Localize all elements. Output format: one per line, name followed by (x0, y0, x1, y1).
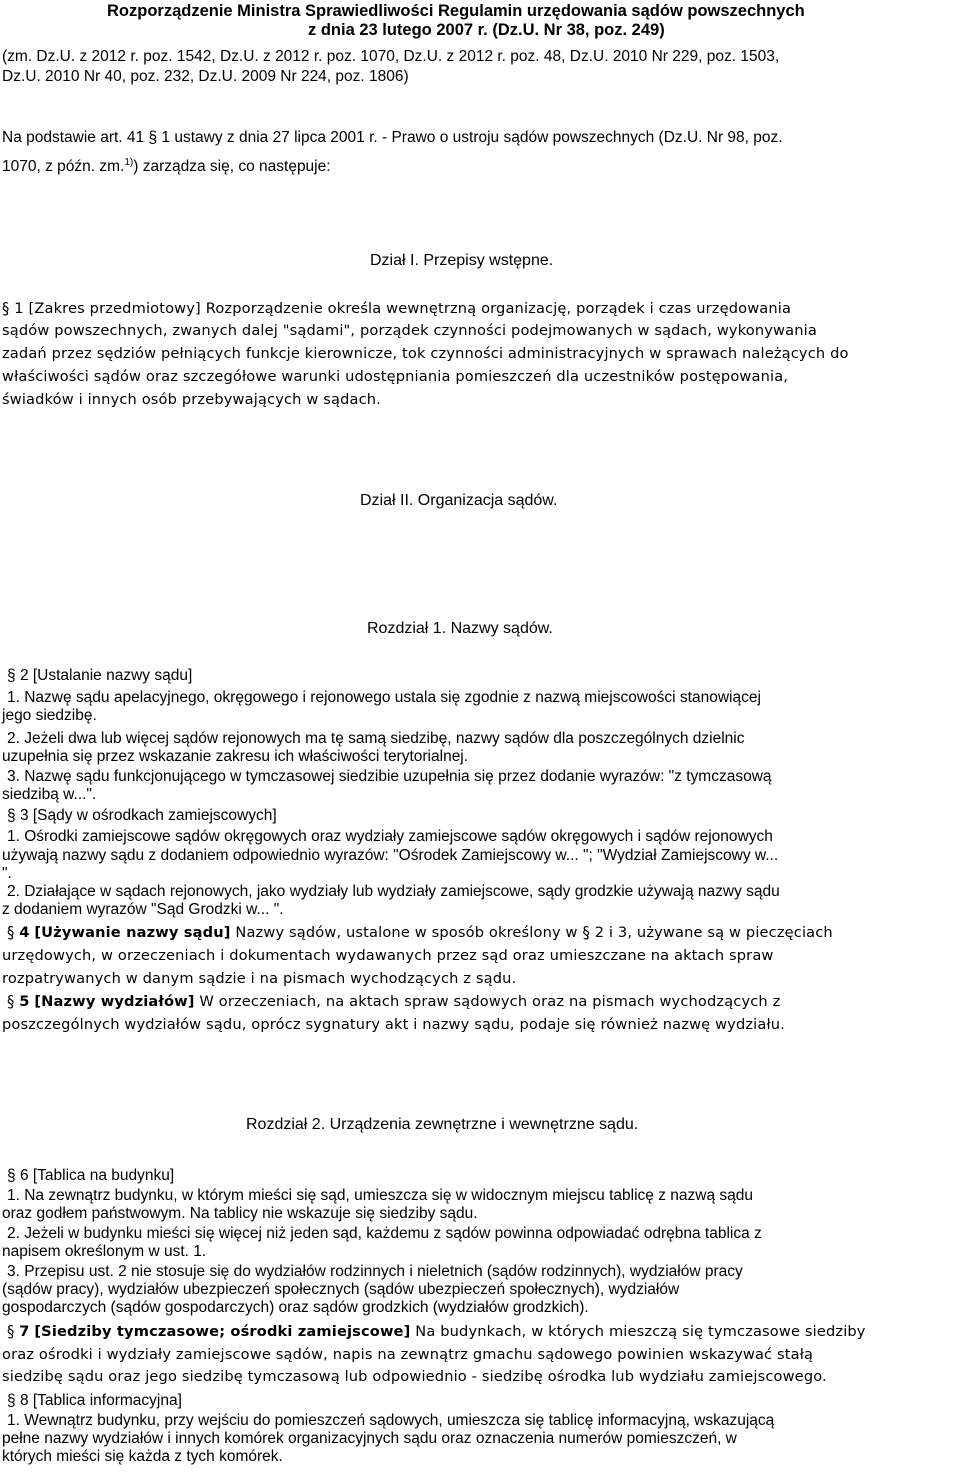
division-1-heading: Dział I. Przepisy wstępne. (370, 252, 554, 269)
section-sign-icon: § (7, 923, 15, 942)
paragraph-title: 3 [Sądy w ośrodkach zamiejscowych] (19, 807, 277, 824)
paragraph-number: 5 (19, 993, 30, 1010)
paragraph-1-line-5: świadków i innych osób przebywających w sądach. (2, 391, 381, 408)
paragraph-6-unit-2-line-1: 2. Jeżeli w budynku mieści się więcej niż jeden sąd, każdemu z sądów powinna odpowiadać odrębna tablica z (7, 1225, 762, 1242)
paragraph-3-unit-2-line-1: 2. Działające w sądach rejonowych, jako wydziały lub wydziały zamiejscowe, sądy grodzkie używają nazwy sądu (7, 883, 780, 900)
paragraph-6-unit-1-line-2: oraz godłem państwowym. Na tablicy nie wskazuje się siedziby sądu. (2, 1205, 478, 1222)
paragraph-8-unit-1-line-2: pełne nazwy wydziałów i innych komórek organizacyjnych sądu oraz oznaczenia numerów pomieszczeń, w (2, 1430, 737, 1447)
preamble-text: 1070, z późn. zm. (2, 158, 125, 176)
chapter-1-heading: Rozdział 1. Nazwy sądów. (367, 620, 553, 637)
paragraph-8-head (7, 1391, 182, 1410)
paragraph-1-line-4: właściwości sądów oraz szczegółowe warunki udostępniania pomieszczeń dla uczestników postępowania, (2, 368, 789, 385)
paragraph-8-unit-1-line-1: 1. Wewnątrz budynku, przy wejściu do pomieszczeń sądowych, umieszcza się tablicę informacyjną, wskazującą (7, 1412, 775, 1429)
paragraph-text: Nazwy sądów, ustalone w sposób określony w (235, 924, 578, 941)
document-title-line-2: z dnia 23 lutego 2007 r. (Dz.U. Nr 38, poz. 249) (308, 21, 665, 39)
paragraph-text: Rozporządzenie określa wewnętrzną organizację, porządek i czas urzędowania (205, 300, 792, 317)
chapter-2-heading: Rozdział 2. Urządzenia zewnętrzne i wewnętrzne sądu. (246, 1116, 639, 1133)
paragraph-4-line-2: urzędowych, w orzeczeniach i dokumentach wydawanych przez sąd oraz umieszczane na aktach spraw (2, 947, 774, 964)
paragraph-4-line-3: rozpatrywanych w danym sądzie i na pismach wychodzących z sądu. (2, 970, 517, 987)
paragraph-title: 2 [Ustalanie nazwy sądu] (19, 667, 193, 684)
paragraph-3-unit-1-line-3: ". (2, 865, 12, 882)
preamble-line-1 (2, 129, 783, 147)
paragraph-1-line-1 (2, 298, 791, 320)
paragraph-6-head (7, 1166, 174, 1185)
paragraph-2-unit-2-line-2: uzupełnia się przez wskazanie zakresu ich właściwości terytorialnej. (2, 748, 469, 765)
paragraph-7-line-1 (7, 1321, 866, 1343)
paragraph-3-unit-2-line-2: z dodaniem wyrazów "Sąd Grodzki w... ". (2, 901, 284, 918)
paragraph-title: [Używanie nazwy sądu] (34, 924, 231, 941)
preamble-text: Na podstawie art. 41 (2, 129, 145, 146)
paragraph-title: [Nazwy wydziałów] (34, 993, 195, 1010)
paragraph-6-unit-1-line-1: 1. Na zewnątrz budynku, w którym mieści się sąd, umieszcza się w widocznym miejscu tablicę z nazwą sądu (7, 1187, 753, 1204)
paragraph-2-unit-1-line-1: 1. Nazwę sądu apelacyjnego, okręgowego i rejonowego ustala się zgodnie z nazwą miejscowości stanowiącej (7, 689, 761, 706)
section-sign-icon: § (7, 1322, 15, 1341)
paragraph-4-line-1 (7, 922, 833, 944)
paragraph-3-unit-1-line-1: 1. Ośrodki zamiejscowe sądów okręgowych oraz wydziały zamiejscowe sądów okręgowych i sądów rejonowych (7, 828, 773, 845)
paragraph-text: 2 i 3, używane są w pieczęciach (594, 924, 833, 941)
paragraph-title: [Siedziby tymczasowe; ośrodki zamiejscowe] (34, 1323, 411, 1340)
preamble-text: ) zarządza się, co następuje: (133, 158, 331, 176)
paragraph-3-unit-1-line-2: używają nazwy sądu z dodaniem odpowiednio wyrazów: "Ośrodek Zamiejscowy w... "; "Wydział Zamiejscowy w... (2, 847, 779, 864)
section-sign-icon: § (148, 128, 158, 147)
paragraph-8-unit-1-line-3: których mieści się każda z tych komórek. (2, 1448, 283, 1465)
section-sign-icon: § (7, 666, 16, 685)
paragraph-2-head (7, 666, 192, 685)
paragraph-text: W orzeczeniach, na aktach spraw sądowych oraz na pismach wychodzących z (199, 993, 781, 1010)
paragraph-1-line-2: sądów powszechnych, zwanych dalej "sądami", porządek czynności podejmowanych w sądach, wykonywania (2, 322, 817, 339)
paragraph-2-unit-3-line-2: siedzibą w...". (2, 786, 97, 803)
paragraph-7-line-3: siedzibę sądu oraz jego siedzibę tymczasową lub odpowiednio - siedzibę ośrodka lub wydziału zamiejscowego. (2, 1368, 827, 1385)
paragraph-3-head (7, 806, 277, 825)
section-sign-icon: § (7, 806, 16, 825)
paragraph-number: 1 (14, 300, 24, 317)
paragraph-title: [Zakres przedmiotowy] (28, 300, 201, 317)
amendments-line-1: (zm. Dz.U. z 2012 r. poz. 1542, Dz.U. z 2012 r. poz. 1070, Dz.U. z 2012 r. poz. 48, Dz.U. 2010 Nr 229, poz. 1503, (2, 48, 780, 65)
paragraph-title: 8 [Tablica informacyjna] (19, 1392, 182, 1409)
paragraph-number: 7 (19, 1323, 30, 1340)
paragraph-title: 6 [Tablica na budynku] (19, 1167, 175, 1184)
document-title-line-1: Rozporządzenie Ministra Sprawiedliwości Regulamin urzędowania sądów powszechnych (107, 2, 805, 20)
paragraph-6-unit-3-line-1: 3. Przepisu ust. 2 nie stosuje się do wydziałów rodzinnych i nieletnich (sądów rodzinnych), wydziałów pracy (7, 1263, 743, 1280)
paragraph-2-unit-3-line-1: 3. Nazwę sądu funkcjonującego w tymczasowej siedzibie uzupełnia się przez dodanie wyrazów: "z tymczasową (7, 768, 772, 785)
paragraph-6-unit-3-line-2: (sądów pracy), wydziałów ubezpieczeń społecznych (sądów ubezpieczeń społecznych), wydziałów (2, 1281, 680, 1298)
paragraph-6-unit-2-line-2: napisem określonym w ust. 1. (2, 1243, 207, 1260)
paragraph-5-line-1 (7, 991, 780, 1013)
section-sign-icon: § (7, 1391, 16, 1410)
paragraph-text: Na budynkach, w których mieszczą się tymczasowe siedziby (415, 1323, 866, 1340)
paragraph-2-unit-2-line-1: 2. Jeżeli dwa lub więcej sądów rejonowych ma tę samą siedzibę, nazwy sądów dla poszczególnych dzielnic (7, 730, 745, 747)
division-2-heading: Dział II. Organizacja sądów. (360, 492, 558, 509)
paragraph-7-line-2: oraz ośrodki i wydziały zamiejscowe sądów, napis na zewnątrz gmachu sądowego powinien wskazywać stałą (2, 1346, 814, 1363)
section-sign-icon: § (7, 1166, 16, 1185)
section-sign-icon: § (2, 299, 10, 318)
paragraph-1-line-3: zadań przez sędziów pełniących funkcje kierownicze, tok czynności administracyjnych w sprawach należących do (2, 345, 849, 362)
preamble-line-2 (2, 154, 331, 176)
section-sign-icon: § (582, 923, 590, 942)
paragraph-5-line-2: poszczególnych wydziałów sądu, oprócz sygnatury akt i nazwy sądu, podaje się również nazwę wydziału. (2, 1016, 785, 1033)
paragraph-2-unit-1-line-2: jego siedzibę. (2, 707, 97, 724)
amendments-line-2: Dz.U. 2010 Nr 40, poz. 232, Dz.U. 2009 Nr 224, poz. 1806) (2, 68, 409, 85)
paragraph-6-unit-3-line-3: gospodarczych (sądów gospodarczych) oraz sądów grodzkich (wydziałów grodzkich). (2, 1299, 589, 1316)
paragraph-number: 4 (19, 924, 30, 941)
preamble-text: 1 ustawy z dnia 27 lipca 2001 r. - Prawo o ustroju sądów powszechnych (Dz.U. Nr 98, poz. (161, 129, 783, 146)
footnote-ref: 1) (124, 157, 134, 168)
section-sign-icon: § (7, 992, 15, 1011)
